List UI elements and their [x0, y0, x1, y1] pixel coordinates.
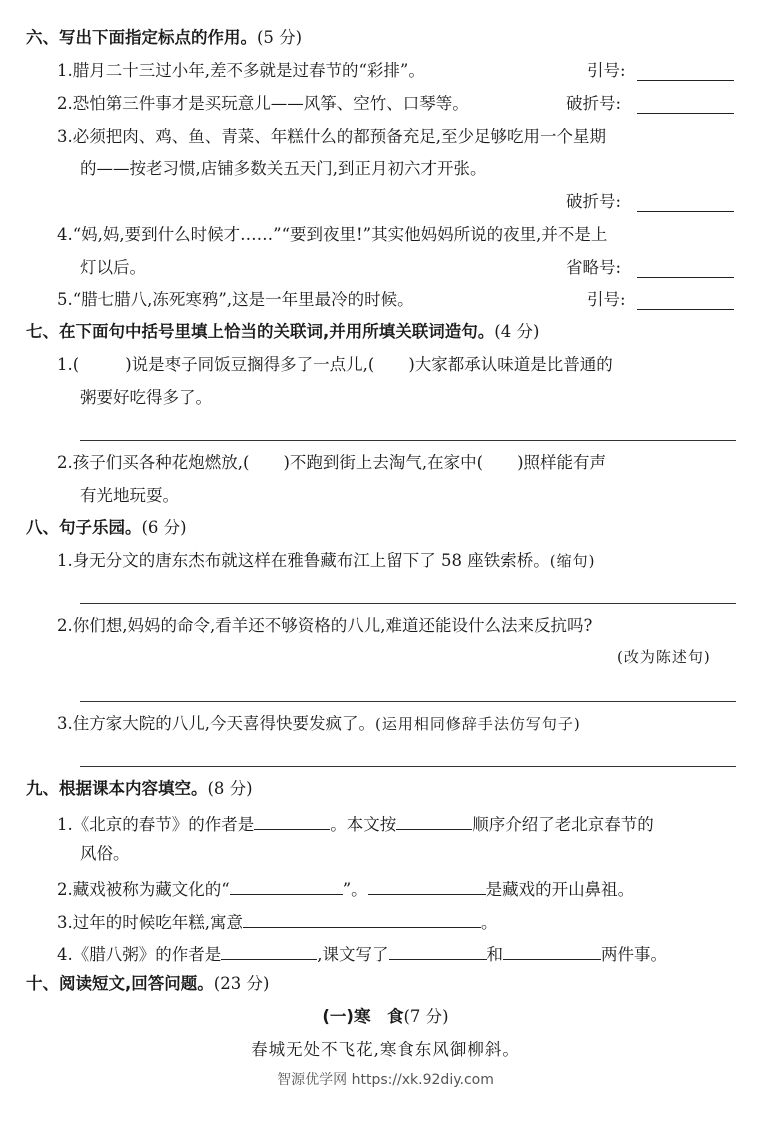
s8-item-3-text: 3.住方家大院的八儿,今天喜得快要发疯了。	[57, 714, 375, 733]
s9-item-1-blank-order[interactable]	[396, 814, 472, 830]
s9-item-4-text-b: ,课文写了	[317, 945, 389, 964]
s8-item-2-answer-line[interactable]	[80, 701, 736, 702]
s9-item-1-text-a: 1.《北京的春节》的作者是	[57, 815, 255, 834]
section-10-heading: 十、阅读短文,回答问题。	[26, 974, 214, 993]
s6-item-5-label: 引号:	[587, 290, 626, 309]
s8-item-2-text: 2.你们想,妈妈的命令,看羊还不够资格的八儿,难道还能设什么法来反抗吗?	[57, 616, 593, 635]
s6-item-4-blank[interactable]	[637, 277, 734, 278]
s9-item-2-text-c: 是藏戏的开山鼻祖。	[485, 880, 635, 899]
s9-item-4-text-c: 和	[486, 945, 503, 964]
s9-item-1-text-b: 。本文按	[330, 815, 397, 834]
s9-item-2-text-b: ”。	[342, 880, 368, 899]
s6-item-5-blank[interactable]	[637, 309, 734, 310]
section-10-points: (23 分)	[213, 974, 270, 993]
s6-item-3-line1: 3.必须把肉、鸡、鱼、青菜、年糕什么的都预备充足,至少足够吃用一个星期	[57, 127, 606, 146]
s9-item-3-text-a: 3.过年的时候吃年糕,寓意	[57, 913, 243, 932]
section-8-title	[26, 520, 187, 537]
section-7-points: (4 分)	[494, 322, 540, 341]
s6-item-2-blank[interactable]	[637, 113, 734, 114]
s9-item-4-text-d: 两件事。	[601, 945, 667, 964]
s6-item-3-line2: 的——按老习惯,店铺多数关五天门,到正月初六才开张。	[80, 159, 487, 178]
poem-line: 春城无处不飞花,寒食东风御柳斜。	[251, 1040, 520, 1059]
s6-item-4-label: 省略号:	[566, 258, 622, 277]
s9-item-1-line2: 风俗。	[80, 844, 130, 863]
s8-item-3-note: (运用相同修辞手法仿写句子)	[375, 715, 581, 733]
s7-item-1-number: 1.	[57, 355, 73, 374]
s8-item-3	[57, 716, 581, 733]
s7-item-2-line1	[57, 455, 606, 472]
s7-item-1-line1	[57, 357, 613, 374]
s7-item-1-text-b: )大家都承认味道是比普通的	[408, 355, 613, 374]
s9-item-4-blank-author[interactable]	[221, 944, 317, 960]
s9-item-1-line1	[57, 814, 654, 834]
section-6-points: (5 分)	[257, 28, 303, 47]
section-6-heading: 六、写出下面指定标点的作用。	[26, 28, 257, 47]
section-10-title	[26, 976, 269, 993]
s6-item-1-label: 引号:	[587, 61, 626, 80]
s9-item-4-blank-event-2[interactable]	[503, 944, 601, 960]
passage-1-heading: (一)寒 食	[322, 1007, 404, 1026]
s9-item-4-blank-event-1[interactable]	[389, 944, 487, 960]
s9-item-2-blank-2[interactable]	[368, 879, 486, 895]
s7-item-2-text-a: 2.孩子们买各种花炮燃放,(	[57, 453, 250, 472]
s8-item-1-text: 1.身无分文的唐东杰布就这样在雅鲁藏布江上留下了 58 座铁索桥。	[57, 551, 550, 570]
s6-item-1-blank[interactable]	[637, 80, 734, 81]
s6-item-3-blank[interactable]	[637, 211, 734, 212]
section-9-title	[26, 781, 253, 798]
s8-item-1-note: (缩句)	[549, 552, 596, 570]
footer-watermark: 智源优学网 https://xk.92diy.com	[277, 1072, 494, 1088]
s9-item-4	[57, 944, 667, 964]
section-6-title	[26, 30, 302, 47]
s9-item-2-blank-1[interactable]	[230, 879, 343, 895]
s9-item-1-blank-author[interactable]	[254, 814, 330, 830]
s9-item-1-text-c: 顺序介绍了老北京春节的	[472, 815, 654, 834]
s9-item-3-blank[interactable]	[243, 912, 481, 928]
s9-item-2-text-a: 2.藏戏被称为藏文化的“	[57, 880, 230, 899]
section-8-heading: 八、句子乐园。	[26, 518, 142, 537]
s7-item-1-answer-line[interactable]	[80, 440, 736, 441]
s6-item-3-label: 破折号:	[566, 192, 622, 211]
section-9-heading: 九、根据课本内容填空。	[26, 779, 208, 798]
s6-item-4-line1: 4.“妈,妈,要到什么时候才……”“要到夜里!”其实他妈妈所说的夜里,并不是上	[57, 225, 608, 244]
s7-item-2-text-c: )照样能有声	[517, 453, 606, 472]
s9-item-4-text-a: 4.《腊八粥》的作者是	[57, 945, 222, 964]
s6-item-5: 5.“腊七腊八,冻死寒鸦”,这是一年里最冷的时候。	[57, 290, 414, 309]
passage-1-points: (7 分)	[403, 1007, 449, 1026]
passage-1-title	[0, 1009, 771, 1026]
s8-item-1	[57, 553, 595, 570]
s6-item-4-line2: 灯以后。	[80, 258, 146, 277]
s7-item-2-text-b: )不跑到街上去淘气,在家中(	[283, 453, 484, 472]
s8-item-1-answer-line[interactable]	[80, 603, 736, 604]
s7-item-1-line2: 粥要好吃得多了。	[80, 388, 212, 407]
section-7-heading: 七、在下面句中括号里填上恰当的关联词,并用所填关联词造句。	[26, 322, 495, 341]
s7-item-1-paren-open[interactable]: (	[72, 355, 80, 374]
s7-item-2-line2: 有光地玩耍。	[80, 486, 179, 505]
s8-item-3-answer-line[interactable]	[80, 766, 736, 767]
s9-item-3-text-b: 。	[481, 913, 498, 932]
s9-item-2	[57, 879, 634, 899]
s6-item-1: 1.腊月二十三过小年,差不多就是过春节的“彩排”。	[57, 61, 425, 80]
s8-item-2-note: (改为陈述句)	[617, 648, 711, 666]
section-9-points: (8 分)	[207, 779, 253, 798]
s7-item-1-text-a: )说是枣子同饭豆搁得多了一点儿,(	[125, 355, 375, 374]
s6-item-2-label: 破折号:	[566, 94, 622, 113]
s9-item-3	[57, 912, 498, 932]
section-8-points: (6 分)	[141, 518, 187, 537]
section-7-title	[26, 324, 539, 341]
s6-item-2: 2.恐怕第三件事才是买玩意儿——风筝、空竹、口琴等。	[57, 94, 469, 113]
